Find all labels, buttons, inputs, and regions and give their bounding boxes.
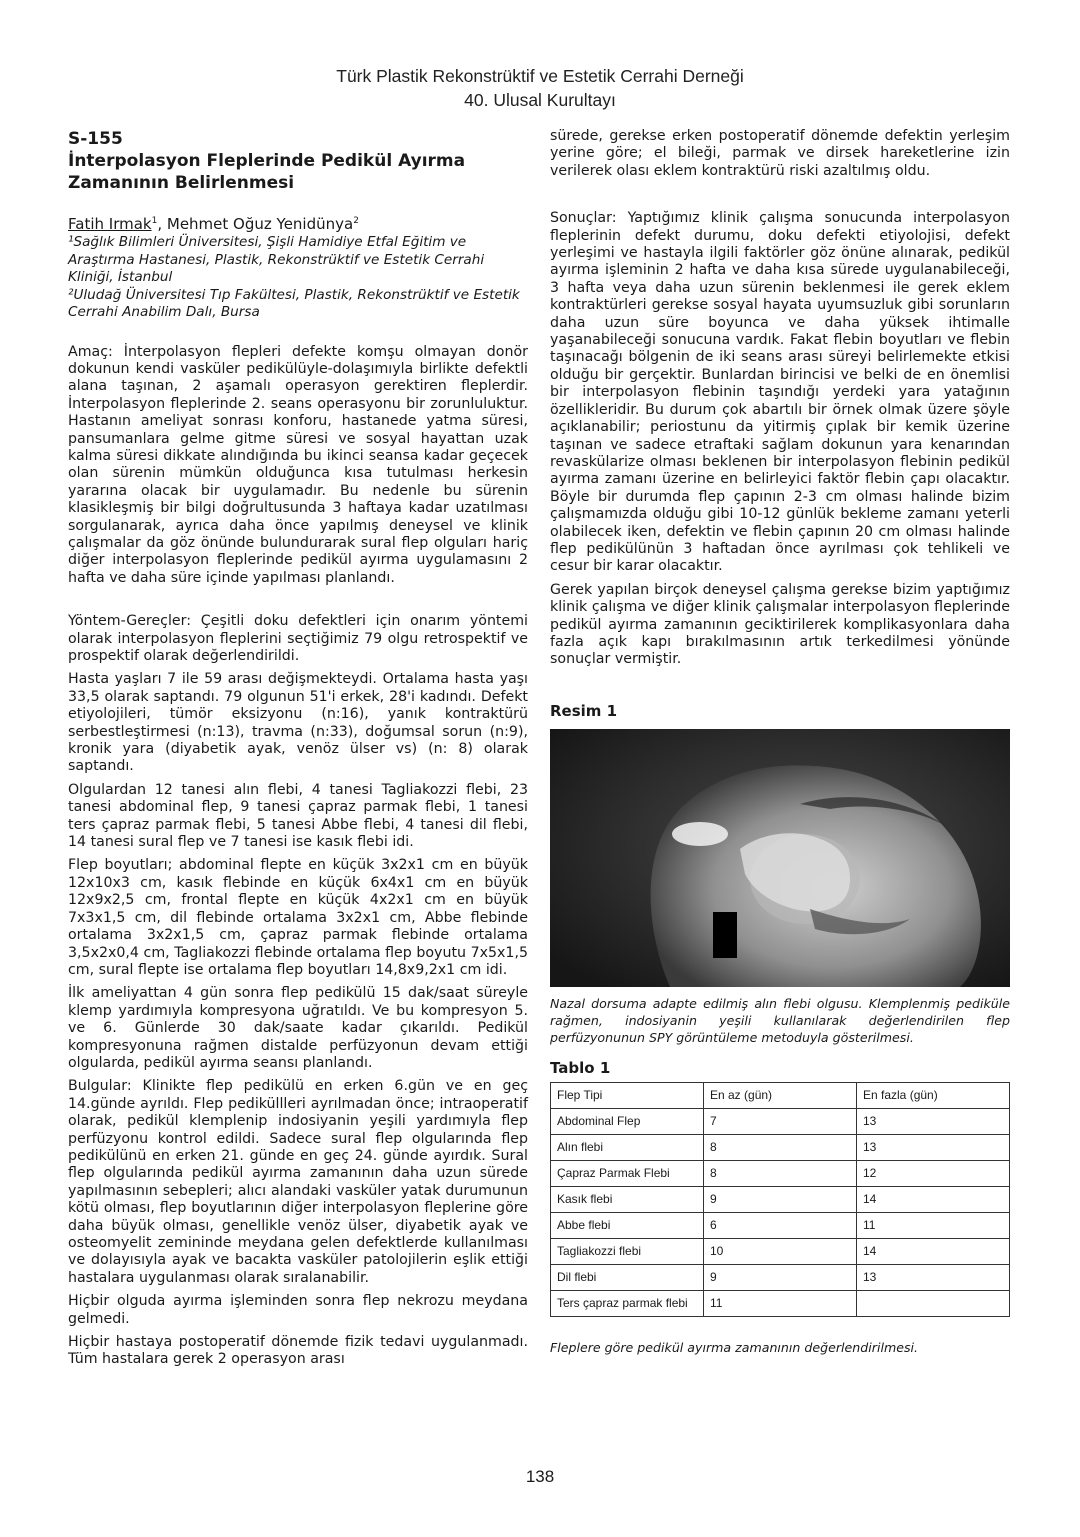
table-header-cell: En az (gün) [704, 1082, 857, 1108]
table-header-row [551, 1082, 1010, 1108]
table-cell: 7 [704, 1108, 857, 1134]
author-separator: , [157, 215, 167, 233]
table-cell: 14 [857, 1238, 1010, 1264]
author-2: Mehmet Oğuz Yenidünya [166, 215, 354, 233]
table-header-cell: En fazla (gün) [857, 1082, 1010, 1108]
paragraph-no-necrosis: Hiçbir olguda ayırma işleminden sonra flep nekrozu meydana gelmedi. [68, 1293, 528, 1327]
paragraph-patients: Hasta yaşları 7 ile 59 arası değişmekteydi. Ortalama hasta yaşı 33,5 olarak saptandı. 79 olgunun 51'i erkek, 28'i kadındı. Defekt etiyolojileri, tümör eksizyonu (n:16), yanık kontraktürü serbestleştirmesi (n:13), travma (n:33), doğumsal sorun (n:9), kronik yara (diyabetik ayak, venöz ülser vs) (n: 8) olarak saptandı. [68, 671, 528, 775]
table-row [551, 1160, 1010, 1186]
right-column [550, 128, 1010, 1356]
figure-heading: Resim 1 [550, 701, 618, 720]
affiliation-1: ¹Sağlık Bilimleri Üniversitesi, Şişli Hamidiye Etfal Eğitim ve Araştırma Hastanesi, Plastik, Rekonstrüktif ve Estetik Cerrahi Kliniği, İstanbul [68, 234, 485, 285]
paragraph-conclusions: Sonuçlar: Yaptığımız klinik çalışma sonucunda interpolasyon fleplerinin defekt durumu, doku defekti etiyolojisi, defekt yerleşimi ve hastayla ilgili faktörler göz önüne alınarak, pedikül ayırma işleminin 2 hafta ve daha kısa sürede uygulanabileceği, 3 hafta veya daha uzun sürenin beklenmesi ile gerek eklem kontraktürleri gerekse sosyal hayata uyumsuzluk gibi sorunların daha uzun süre boyunca ve daha yüksek ihtimalle yaşanabileceği sonucuna vardık. Fakat flebin boyutları ve flebin taşınacağı bölgenin de iki seans arası süreyi belirlemekte etkisi olduğu bir gerçektir. Bunlardan birincisi ve belki de en önemlisi bir interpolasyon flebinin taşındığı yerdeki yara yatağının özellikleridir. Bu durum çok abartılı bir örnek olmak üzere şöyle açıklanabilir; periostunu da yitirmiş çıplak bir kemik üzerine taşınan ve sadece etraftaki sağlam dokunun yara kenarından revaskülarize olması beklenen bir interpolasyon flebinin pedikül ayırma zamanı üzerine en belirleyici faktör flebin çapı olacaktır. Böyle bir durumda flep çapının 2-3 cm olması halinde bizim çalışmamızda olduğu gibi 10-12 günlük bekleme zamanı yeterli olabilecek iken, defektin ve flebin çapının 20 cm olması halinde flep pedikülünün 3 haftadan önce ayrılması çok tehlikeli ve cesur bir karar olacaktır. [550, 210, 1010, 575]
paragraph-objective: Amaç: İnterpolasyon flepleri defekte komşu olmayan donör dokunun kendi vasküler pedikülüyle-dolaşımıyla birlikte defektli alana taşınan, 2 aşamalı operasyon gerektiren fleplerdir. İnterpolasyon fleplerinde 2. seans operasyonu bir zorunluluktur. Hastanın ameliyat sonrası konforu, hastanede yatma süresi, pansumanlara gelme gitme süresi ve sosyal hayattan uzak kalma süresi dikkate alındığında bu ikinci seansa kadar geçecek olan sürenin mümkün olduğunca kısa tutulması herkesin yararına olacak bir uygulamadır. Bu nedenle bu sürenin klasikleşmiş bir bilgi doğrultusunda 3 haftaya kadar uzatılması sorgulanarak, ayrıca daha önce yapılmış deneysel ve klinik çalışmalar da göz önünde bulundurarak sural flep olguları hariç diğer interpolasyon fleplerinde pedikül ayırma uygulamasını 2 hafta ve daha süre içinde yapılması planlandı. [68, 343, 528, 586]
paragraph-continuation: sürede, gerekse erken postoperatif dönemde defektin yerleşim yerine göre; el bileği, parmak ve dirsek hareketlerine izin verilerek olası eklem kontraktürü riski azaltılmış oldu. [550, 128, 1010, 179]
header-line-2: 40. Ulusal Kurultayı [464, 90, 616, 110]
table-row [551, 1264, 1010, 1290]
table-cell: Dil flebi [551, 1264, 704, 1290]
table-row [551, 1186, 1010, 1212]
table-row [551, 1134, 1010, 1160]
header-line-1: Türk Plastik Rekonstrüktif ve Estetik Cerrahi Derneği [336, 66, 744, 86]
table-cell: 13 [857, 1108, 1010, 1134]
table-row [551, 1238, 1010, 1264]
author-line [68, 212, 528, 234]
table-cell: 9 [704, 1264, 857, 1290]
spy-imaging-photo [550, 729, 1010, 987]
table-cell: 8 [704, 1160, 857, 1186]
table-cell: Çapraz Parmak Flebi [551, 1160, 704, 1186]
table-caption: Fleplere göre pedikül ayırma zamanının değerlendirilmesi. [550, 1339, 919, 1355]
figure-image [550, 729, 1010, 987]
paragraph-findings: Bulgular: Klinikte flep pedikülü en erken 6.gün ve en geç 14.günde ayrıldı. Flep pediküllleri ayrılmadan önce; intraoperatif olarak, pedikül klemplenip indosiyanin yeşili yardımıyla flep perfüzyonu kontrol edildi. Sadece sural flep olgularında flep pedikülünü en erken 21. günde en geç 24. günde ayırdık. Sural flep olgularında pedikül ayırma zamanının daha uzun sürede yapılmasının sebepleri; alıcı alandaki vasküler yatak durumunun kötü olması, flep boyutlarının diğer interpolasyon fleplerine göre daha büyük olması, genellikle venöz ülser, diyabetik ayak ve osteomyelit zemininde meydana gelen defektlerde kullanılması ve dolayısıyla ayak ve bacakta vasküler patolojilerin eşlik ettiği hastalara uygulanması olarak sıralanabilir. [68, 1078, 528, 1286]
spacer [550, 186, 1010, 210]
paragraph-experimental-studies: Gerek yapılan birçok deneysel çalışma gerekse bizim yaptığımız klinik çalışma ve diğer klinik çalışmalar interpolasyon fleplerinde pedikül ayırma zamanının geciktirilerek komplikasyonlara daha fazla açık kapı bırakılmasının artık terkedilmesi yönünde sonuçlar vermiştir. [550, 581, 1010, 668]
table-cell: 8 [704, 1134, 857, 1160]
table-cell: 12 [857, 1160, 1010, 1186]
table-cell: Ters çapraz parmak flebi [551, 1290, 704, 1316]
left-column [68, 128, 528, 1375]
spacer [68, 322, 528, 344]
paragraph-physiotherapy: Hiçbir hastaya postoperatif dönemde fizik tedavi uygulanmadı. Tüm hastalara gerek 2 operasyon arası [68, 1334, 528, 1368]
paragraph-compression: İlk ameliyattan 4 gün sonra flep pedikülü 15 dak/saat süreyle klemp yardımıyla kompresyona uğratıldı. Ve bu kompresyon 5. ve 6. Günlerde 30 dak/saate kadar çıkarıldı. Pedikül kompresyonuna rağmen distalde perfüzyonun devam ettiği olgularda, pedikül ayırma seansı planlandı. [68, 985, 528, 1071]
paragraph-cases: Olgulardan 12 tanesi alın flebi, 4 tanesi Tagliakozzi flebi, 23 tanesi abdominal flep, 9 tanesi çapraz parmak flebi, 1 tanesi ters çapraz parmak flebi, 5 tanesi Abbe flebi, 4 tanesi dil flebi, 14 tanesi sural flep ve 7 tanesi ise kasık flebi idi. [68, 781, 528, 851]
table-cell: 11 [857, 1212, 1010, 1238]
table-row [551, 1290, 1010, 1316]
abstract-title: İnterpolasyon Fleplerinde Pedikül Ayırma Zamanının Belirlenmesi [68, 151, 466, 193]
censor-bar [713, 912, 737, 958]
spacer [550, 675, 1010, 701]
figure-caption: Nazal dorsuma adapte edilmiş alın flebi olgusu. Klemplenmiş pediküle rağmen, indosiyanin yeşili kullanılarak değerlendirilen flep perfüzyonunun SPY görüntüleme metoduyla gösterilmesi. [550, 995, 1010, 1045]
author-1: Fatih Irmak [68, 215, 152, 233]
abstract-code: S-155 [68, 129, 123, 149]
table-cell: Abbe flebi [551, 1212, 704, 1238]
table-row [551, 1108, 1010, 1134]
table-cell: Tagliakozzi flebi [551, 1238, 704, 1264]
paragraph-methods: Yöntem-Gereçler: Çeşitli doku defektleri için onarım yöntemi olarak interpolasyon fleplerini seçtiğimiz 79 olgu retrospektif ve prospektif olarak değerlendirildi. [68, 613, 528, 664]
table-cell: 13 [857, 1134, 1010, 1160]
spacer [68, 593, 528, 613]
table-cell: 14 [857, 1186, 1010, 1212]
affiliation-2: ²Uludağ Üniversitesi Tıp Fakültesi, Plastik, Rekonstrüktif ve Estetik Cerrahi Anabilim Dalı, Bursa [68, 286, 520, 320]
table-cell: Kasık flebi [551, 1186, 704, 1212]
table-cell [857, 1290, 1010, 1316]
conference-header [0, 64, 1080, 112]
table-cell: 6 [704, 1212, 857, 1238]
table-cell: 10 [704, 1238, 857, 1264]
table-cell: Abdominal Flep [551, 1108, 704, 1134]
table-row [551, 1212, 1010, 1238]
author-1-sup: 1 [151, 216, 158, 226]
table-header-cell: Flep Tipi [551, 1082, 704, 1108]
table-heading: Tablo 1 [550, 1058, 611, 1077]
table-cell: 13 [857, 1264, 1010, 1290]
author-2-sup: 2 [353, 216, 359, 226]
results-table [550, 1082, 1010, 1317]
page-number: 138 [525, 1467, 555, 1486]
table-cell: 11 [704, 1290, 857, 1316]
table-cell: Alın flebi [551, 1134, 704, 1160]
paragraph-flap-sizes: Flep boyutları; abdominal flepte en küçük 3x2x1 cm en büyük 12x10x3 cm, kasık flebinde en küçük 6x4x1 cm en büyük 12x9x2,5 cm, frontal flepte en küçük 4x2x1 cm en büyük 7x3x1,5 cm, dil flebinde ortalama 3x2x1 cm, Abbe flebinde ortalama 3x2x1,5 cm, çapraz parmak flebinde ortalama 3,5x2x0,4 cm, Tagliakozzi flebinde ortalama flep boyutu 7x5x1,5 cm, sural flepte ise ortalama flep boyutları 14,8x9,2x1 cm idi. [68, 857, 528, 978]
table-cell: 9 [704, 1186, 857, 1212]
